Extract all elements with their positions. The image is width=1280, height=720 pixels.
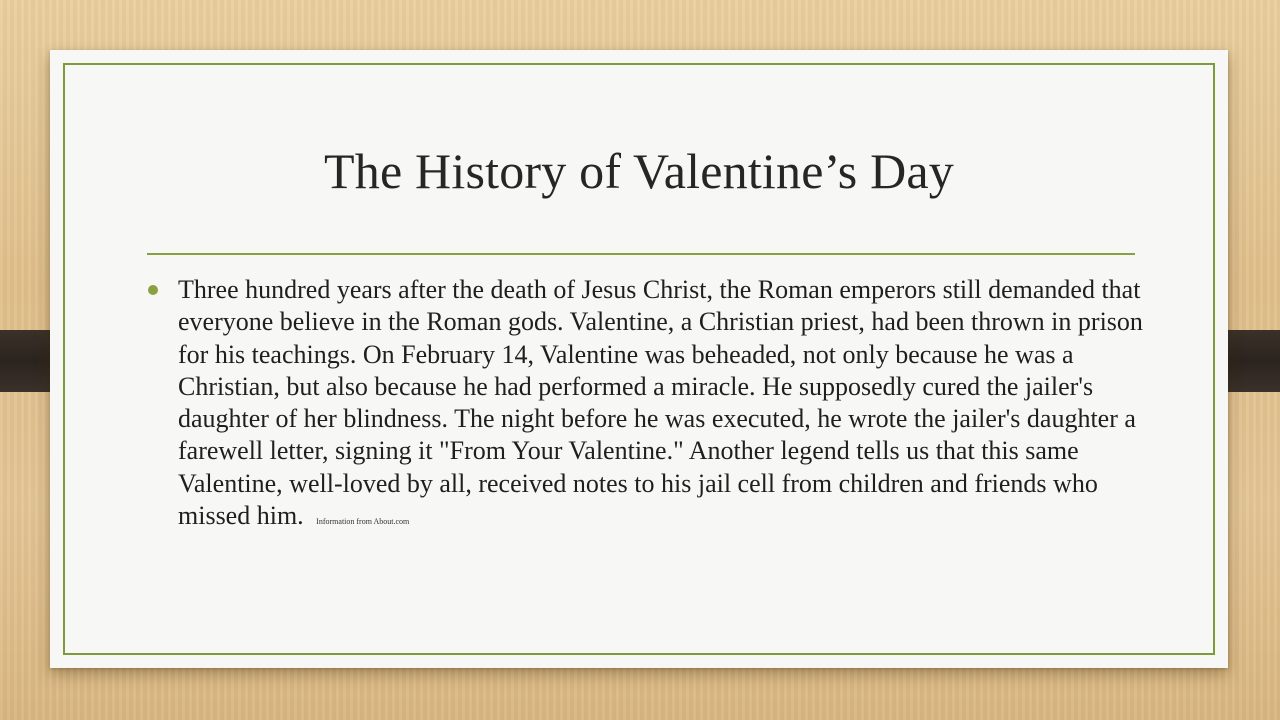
source-note: Information from About.com: [316, 517, 410, 527]
bullet-dot-icon: [148, 285, 158, 295]
bullet-item[interactable]: [146, 274, 1146, 538]
title-divider: [147, 253, 1135, 255]
bullet-text-block: [178, 274, 1146, 538]
slide-paper: [50, 50, 1228, 668]
bullet-text: Three hundred years after the death of Jesus Christ, the Roman emperors still demanded that everyone believe in the Roman gods. Valentine, a Christian priest, had been thrown in prison for his teachings. On February 14, Valentine was beheaded, not only because he was a Christian, but also because he had performed a miracle. He supposedly cured the jailer's daughter of her blindness. The night before he was executed, he wrote the jailer's daughter a farewell letter, signing it "From Your Valentine." Another legend tells us that this same Valentine, well-loved by all, received notes to his jail cell from children and friends who missed him.: [178, 275, 1143, 531]
slide-title[interactable]: The History of Valentine’s Day: [324, 143, 954, 199]
